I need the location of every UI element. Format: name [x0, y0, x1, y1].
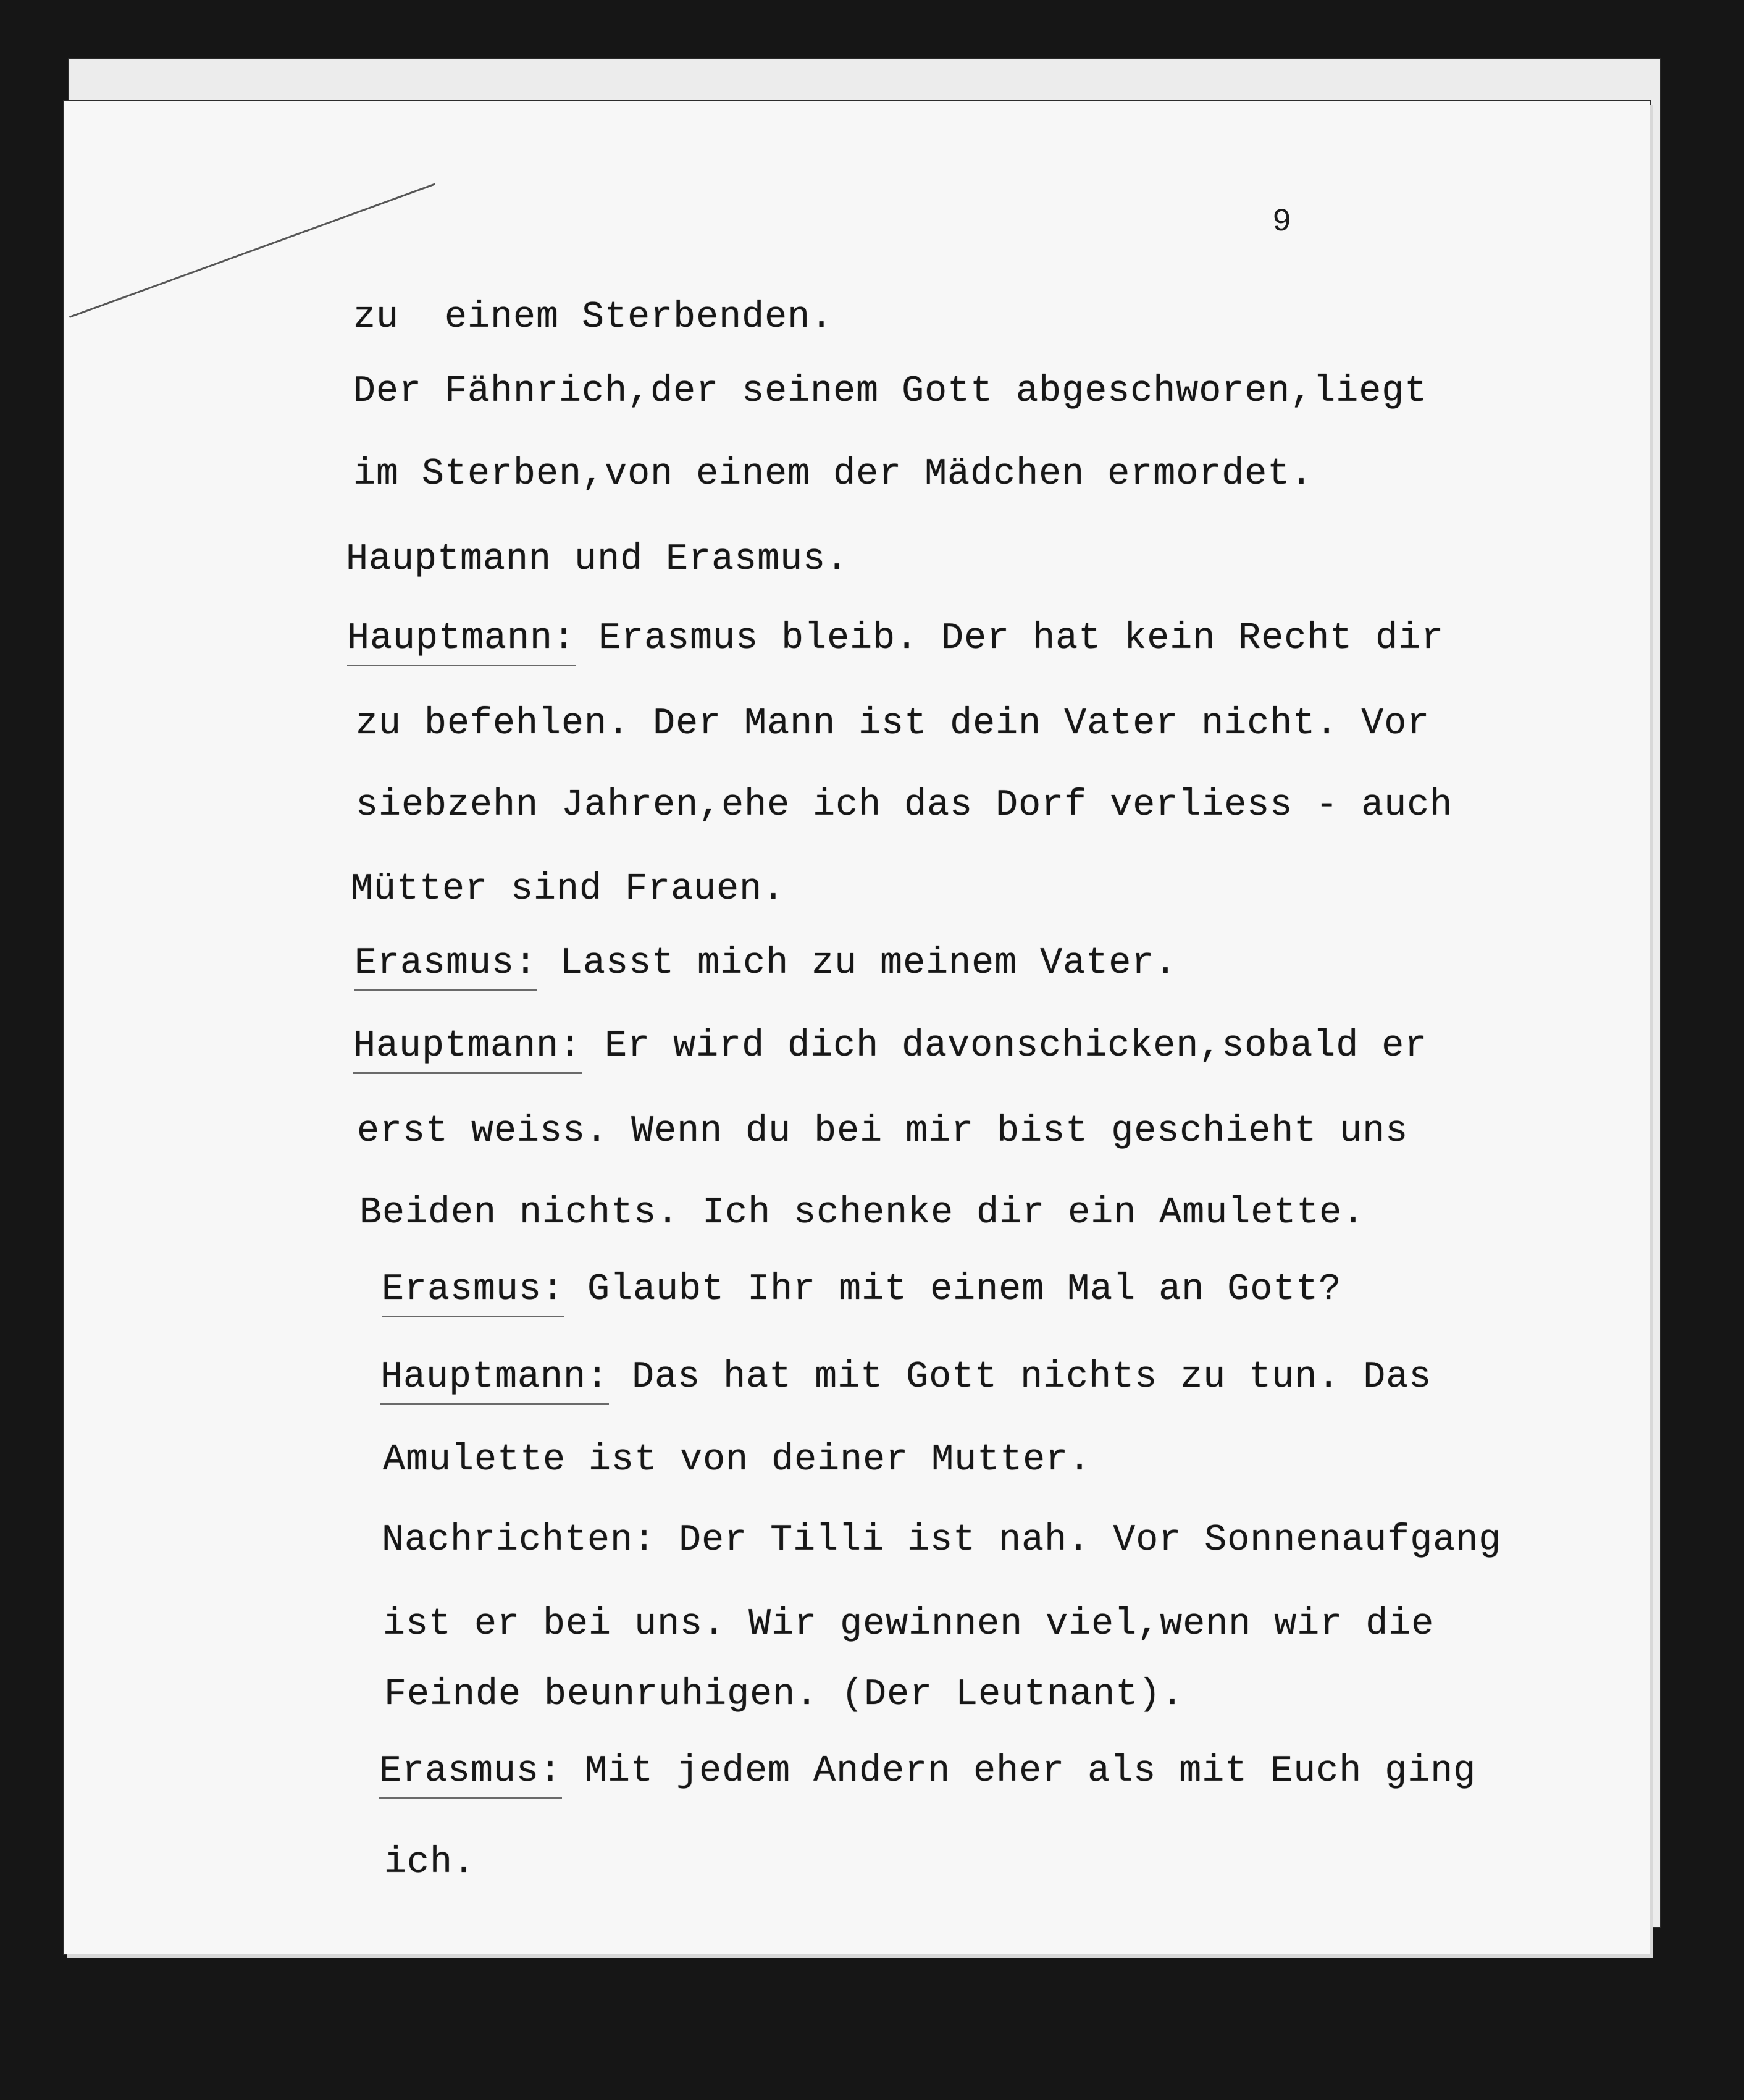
text-line: Hauptmann und Erasmus.: [346, 539, 849, 581]
speaker-label: Erasmus:: [379, 1750, 562, 1799]
text-line: Feinde beunruhigen. (Der Leutnant).: [384, 1674, 1184, 1716]
page-number: 9: [1272, 204, 1292, 240]
text-line: Mütter sind Frauen.: [351, 868, 786, 910]
speaker-label: Erasmus:: [354, 943, 537, 991]
text-line: zu einem Sterbenden.: [353, 296, 834, 338]
dialogue-line: Hauptmann: Das hat mit Gott nichts zu tun. Das: [380, 1356, 1432, 1398]
text-line: erst weiss. Wenn du bei mir bist geschieht uns: [357, 1111, 1409, 1153]
text-line: Amulette ist von deiner Mutter.: [383, 1439, 1092, 1481]
dialogue-line: Erasmus: Mit jedem Andern eher als mit Euch ging: [379, 1750, 1476, 1792]
dialogue-line: Hauptmann: Er wird dich davonschicken,sobald er: [353, 1025, 1427, 1067]
text-line: Der Fähnrich,der seinem Gott abgeschworen,liegt: [353, 371, 1428, 413]
text-line: zu befehlen. Der Mann ist dein Vater nicht. Vor: [356, 703, 1430, 745]
text-line: Beiden nichts. Ich schenke dir ein Amulette.: [359, 1192, 1365, 1234]
text-line: ist er bei uns. Wir gewinnen viel,wenn wir die: [383, 1603, 1435, 1645]
text-line: ich.: [384, 1842, 476, 1884]
text-line: im Sterben,von einem der Mädchen ermordet.: [353, 453, 1314, 495]
speaker-label: Hauptmann:: [347, 618, 576, 666]
speaker-label: Hauptmann:: [353, 1025, 582, 1074]
speaker-label: Hauptmann:: [380, 1356, 609, 1405]
text-line: Nachrichten: Der Tilli ist nah. Vor Sonnenaufgang: [382, 1519, 1502, 1561]
text-line: siebzehn Jahren,ehe ich das Dorf verliess - auch: [356, 784, 1453, 826]
dialogue-line: Hauptmann: Erasmus bleib. Der hat kein Recht dir: [347, 618, 1444, 660]
speaker-label: Erasmus:: [382, 1269, 564, 1317]
dialogue-line: Erasmus: Glaubt Ihr mit einem Mal an Gott?: [382, 1269, 1341, 1311]
dialogue-line: Erasmus: Lasst mich zu meinem Vater.: [354, 943, 1177, 985]
